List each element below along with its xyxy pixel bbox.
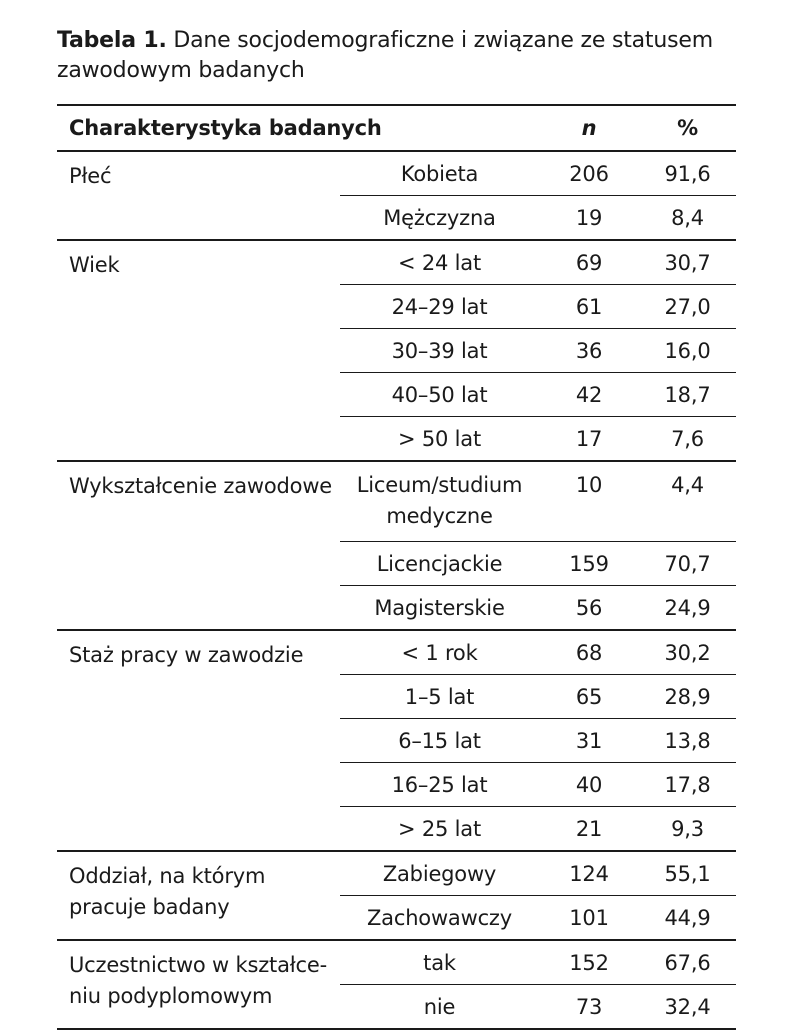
header-n: n — [539, 105, 639, 151]
n-cell: 206 — [539, 151, 639, 196]
caption-label: Tabela 1. — [57, 28, 167, 53]
percent-cell: 28,9 — [639, 675, 736, 719]
category-cell: < 24 lat — [340, 240, 539, 285]
category-cell: Kobieta — [340, 151, 539, 196]
percent-cell: 67,6 — [639, 940, 736, 985]
group-label: Oddział, na którym pracuje badany — [57, 851, 340, 940]
n-cell: 61 — [539, 285, 639, 329]
category-cell: < 1 rok — [340, 630, 539, 675]
category-cell: Mężczyzna — [340, 196, 539, 241]
group-label: Uczestnictwo w kształce-niu podyplomowym — [57, 940, 340, 1029]
n-cell: 152 — [539, 940, 639, 985]
group-label: Wiek — [57, 240, 340, 461]
percent-cell: 8,4 — [639, 196, 736, 241]
percent-cell: 30,2 — [639, 630, 736, 675]
percent-cell: 17,8 — [639, 763, 736, 807]
percent-cell: 16,0 — [639, 329, 736, 373]
n-cell: 73 — [539, 985, 639, 1030]
table-row — [57, 940, 736, 985]
percent-cell: 7,6 — [639, 417, 736, 462]
category-cell: 30–39 lat — [340, 329, 539, 373]
group-label: Płeć — [57, 151, 340, 240]
percent-cell: 24,9 — [639, 586, 736, 631]
category-cell: > 25 lat — [340, 807, 539, 852]
category-cell: 1–5 lat — [340, 675, 539, 719]
n-cell: 36 — [539, 329, 639, 373]
category-cell: Magisterskie — [340, 586, 539, 631]
category-cell: Zachowawczy — [340, 896, 539, 941]
percent-cell: 32,4 — [639, 985, 736, 1030]
percent-cell: 55,1 — [639, 851, 736, 896]
table-caption — [57, 26, 747, 86]
table-row — [57, 240, 736, 285]
percent-cell: 27,0 — [639, 285, 736, 329]
caption-text: Dane socjodemograficzne i związane ze statusem zawodowym badanych — [57, 28, 713, 83]
percent-cell: 13,8 — [639, 719, 736, 763]
category-cell: 6–15 lat — [340, 719, 539, 763]
header-row — [57, 105, 736, 151]
n-cell: 69 — [539, 240, 639, 285]
percent-cell: 44,9 — [639, 896, 736, 941]
n-cell: 21 — [539, 807, 639, 852]
table-row — [57, 851, 736, 896]
category-cell: Zabiegowy — [340, 851, 539, 896]
n-cell: 10 — [539, 461, 639, 542]
category-cell: tak — [340, 940, 539, 985]
category-cell: > 50 lat — [340, 417, 539, 462]
n-cell: 65 — [539, 675, 639, 719]
percent-cell: 91,6 — [639, 151, 736, 196]
category-cell: nie — [340, 985, 539, 1030]
category-cell: 24–29 lat — [340, 285, 539, 329]
category-cell: Licencjackie — [340, 542, 539, 586]
table-row — [57, 630, 736, 675]
n-cell: 31 — [539, 719, 639, 763]
percent-cell: 30,7 — [639, 240, 736, 285]
header-percent: % — [639, 105, 736, 151]
n-cell: 40 — [539, 763, 639, 807]
category-cell: 40–50 lat — [340, 373, 539, 417]
percent-cell: 18,7 — [639, 373, 736, 417]
group-label: Staż pracy w zawodzie — [57, 630, 340, 851]
n-cell: 124 — [539, 851, 639, 896]
category-cell: 16–25 lat — [340, 763, 539, 807]
n-cell: 101 — [539, 896, 639, 941]
header-characteristic: Charakterystyka badanych — [57, 105, 539, 151]
percent-cell: 9,3 — [639, 807, 736, 852]
n-cell: 42 — [539, 373, 639, 417]
table-row — [57, 151, 736, 196]
n-cell: 159 — [539, 542, 639, 586]
n-cell: 19 — [539, 196, 639, 241]
category-cell: Liceum/studium medyczne — [340, 461, 539, 542]
table-row — [57, 461, 736, 542]
n-cell: 68 — [539, 630, 639, 675]
percent-cell: 4,4 — [639, 461, 736, 542]
n-cell: 17 — [539, 417, 639, 462]
n-cell: 56 — [539, 586, 639, 631]
group-label: Wykształcenie zawodowe — [57, 461, 340, 630]
percent-cell: 70,7 — [639, 542, 736, 586]
sociodemographic-table — [57, 104, 736, 1030]
